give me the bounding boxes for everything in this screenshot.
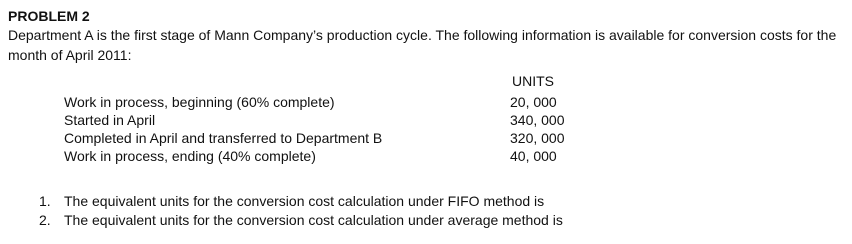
row-value: 320, 000 [510,130,565,146]
question-text: The equivalent units for the conversion cost calculation under FIFO method is [64,193,545,209]
units-column-header: UNITS [512,73,554,89]
row-value: 20, 000 [510,94,557,110]
table-row [64,147,584,165]
problem-intro: Department A is the first stage of Mann Company’s production cycle. The following information is available for conversion costs for the month of April 2011: [8,27,837,63]
row-value: 40, 000 [510,148,557,164]
row-label: Completed in April and transferred to Department B [64,130,383,146]
question-text: The equivalent units for the conversion cost calculation under average method is [64,212,563,228]
row-value: 340, 000 [510,112,565,128]
row-label: Work in process, ending (40% complete) [64,148,316,164]
table-row [64,129,584,147]
list-item [0,211,852,229]
row-label: Work in process, beginning (60% complete) [64,94,335,110]
table-row [64,111,584,129]
list-item [0,192,852,210]
table-row [64,93,584,111]
question-number: 2. [39,212,51,228]
problem-heading: PROBLEM 2 [8,8,90,24]
question-number: 1. [39,193,51,209]
row-label: Started in April [64,112,156,128]
